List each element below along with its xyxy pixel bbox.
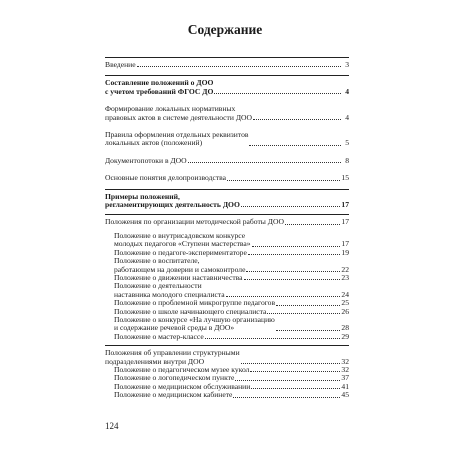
toc-page-number: 37	[341, 373, 349, 383]
divider	[105, 189, 349, 190]
toc-entry-text: Формирование локальных нормативных правовых актов в системе деятельности ДОО	[105, 104, 252, 122]
toc-entry-text: Положения об управлении структурными подразделениями внутри ДОО	[105, 348, 240, 366]
toc-page-number: 32	[341, 364, 349, 374]
toc-leader-dots	[137, 66, 341, 67]
toc-entry-text: Положение о педагогическом музее кукол	[114, 364, 250, 374]
toc-leader-dots	[241, 363, 341, 364]
toc-leader-dots	[227, 180, 340, 181]
toc-page-number: 17	[341, 239, 349, 249]
toc-entry-e3	[105, 157, 349, 165]
toc-entry-text: Положение о внутрисадовском конкурсе молодых педагогов «Ступени мастерства»	[114, 230, 251, 249]
toc-leader-dots	[252, 246, 341, 247]
toc-entry-g1i	[105, 333, 349, 341]
toc-page-number: 3	[345, 60, 349, 69]
toc-leader-dots	[214, 93, 341, 94]
toc-page-number: 8	[345, 155, 349, 165]
toc-page-number: 28	[341, 323, 349, 333]
toc-entry-e1	[105, 105, 349, 122]
toc-leader-dots	[250, 371, 340, 372]
toc-entry-g1c	[105, 257, 349, 274]
toc-entry-g1a	[105, 232, 349, 249]
toc-leader-dots	[235, 380, 340, 381]
toc-page-number: 5	[345, 138, 349, 148]
toc-leader-dots	[285, 224, 340, 225]
toc-page-number: 19	[341, 247, 349, 257]
toc-entry-text: Введение	[105, 60, 136, 69]
toc-entry-text: Положения по организации методической работы ДОО	[105, 217, 284, 227]
toc-leader-dots	[276, 330, 341, 331]
toc-page-number: 45	[341, 390, 349, 400]
toc-leader-dots	[248, 254, 341, 255]
page-title: Содержание	[187, 22, 263, 37]
toc-entry-text: Положение о деятельности наставника молодого специалиста	[114, 281, 225, 299]
toc-group-2	[105, 349, 349, 366]
toc-entry-text: Положение о проблемной микрогруппе педагогов	[114, 298, 276, 308]
toc-entry-g1e	[105, 282, 349, 299]
toc-section-1	[105, 79, 349, 96]
toc-leader-dots	[246, 271, 340, 272]
divider	[105, 75, 349, 76]
toc-entry-text: Положение о логопедическом пункте	[114, 373, 235, 383]
divider	[105, 57, 349, 58]
toc-entry-text: Правила оформления отдельных реквизитов локальных актов (положений)	[105, 130, 249, 148]
toc-entry-vvedenie	[105, 61, 349, 69]
toc-page-number: 17	[341, 200, 349, 210]
toc-entry-text: Положение о медицинском кабинете	[114, 390, 233, 400]
toc-leader-dots	[276, 305, 340, 306]
toc-page-number: 24	[341, 289, 349, 299]
toc-entry-g2d	[105, 391, 349, 399]
toc-entry-g1h	[105, 316, 349, 333]
toc-page-number: 4	[345, 86, 349, 96]
toc-leader-dots	[249, 145, 341, 146]
toc-entry-text: Составление положений о ДОО с учетом требований ФГОС ДО	[105, 78, 214, 96]
toc-entry-text: Документопотоки в ДОО	[105, 155, 187, 165]
toc-group-1	[105, 218, 349, 226]
toc-entry-text: Положение о школе начинающего специалиста	[114, 306, 267, 316]
toc-page-number: 32	[341, 356, 349, 366]
toc-entry-text: Положение о медицинском обслуживании	[114, 381, 251, 391]
toc-leader-dots	[233, 397, 340, 398]
toc-page-number: 29	[341, 331, 349, 341]
toc-page-number: 26	[341, 306, 349, 316]
toc-entry-text: Положение о конкурсе «На лучшую организацию и содержание речевой среды в ДОО»	[114, 314, 275, 333]
toc-leader-dots	[253, 119, 341, 120]
toc-page-number: 23	[341, 272, 349, 282]
toc-entry-text: Положение о педагоге-экспериментаторе	[114, 247, 247, 257]
toc-leader-dots	[244, 279, 341, 280]
toc-page-number: 41	[341, 381, 349, 391]
toc-entry-text: Примеры положений, регламентирующих деятельность ДОО	[105, 191, 240, 210]
toc-section-2	[105, 193, 349, 210]
page-number: 124	[105, 421, 119, 431]
divider	[105, 214, 349, 215]
toc-page-number: 17	[341, 217, 349, 227]
toc-page-number: 4	[345, 112, 349, 122]
toc-page-number: 25	[341, 298, 349, 308]
toc-leader-dots	[188, 162, 341, 163]
toc-entry-e4	[105, 174, 349, 182]
toc-page-number: 22	[341, 264, 349, 274]
divider	[105, 345, 349, 346]
toc-leader-dots	[251, 388, 340, 389]
toc-entry-text: Основные понятия делопроизводства	[105, 173, 226, 183]
toc-leader-dots	[241, 206, 341, 207]
toc-leader-dots	[205, 338, 341, 339]
toc-page-number: 15	[341, 173, 349, 183]
toc-entry-e2	[105, 131, 349, 148]
toc-entry-text: Положение о мастер-классе	[114, 331, 204, 341]
toc-entry-text: Положение о воспитателе, работающем на доверии и самоконтроле	[114, 256, 246, 274]
toc-entry-text: Положение о движении наставничества	[114, 272, 243, 282]
table-of-contents	[105, 54, 349, 400]
toc-leader-dots	[226, 296, 341, 297]
toc-leader-dots	[267, 313, 340, 314]
